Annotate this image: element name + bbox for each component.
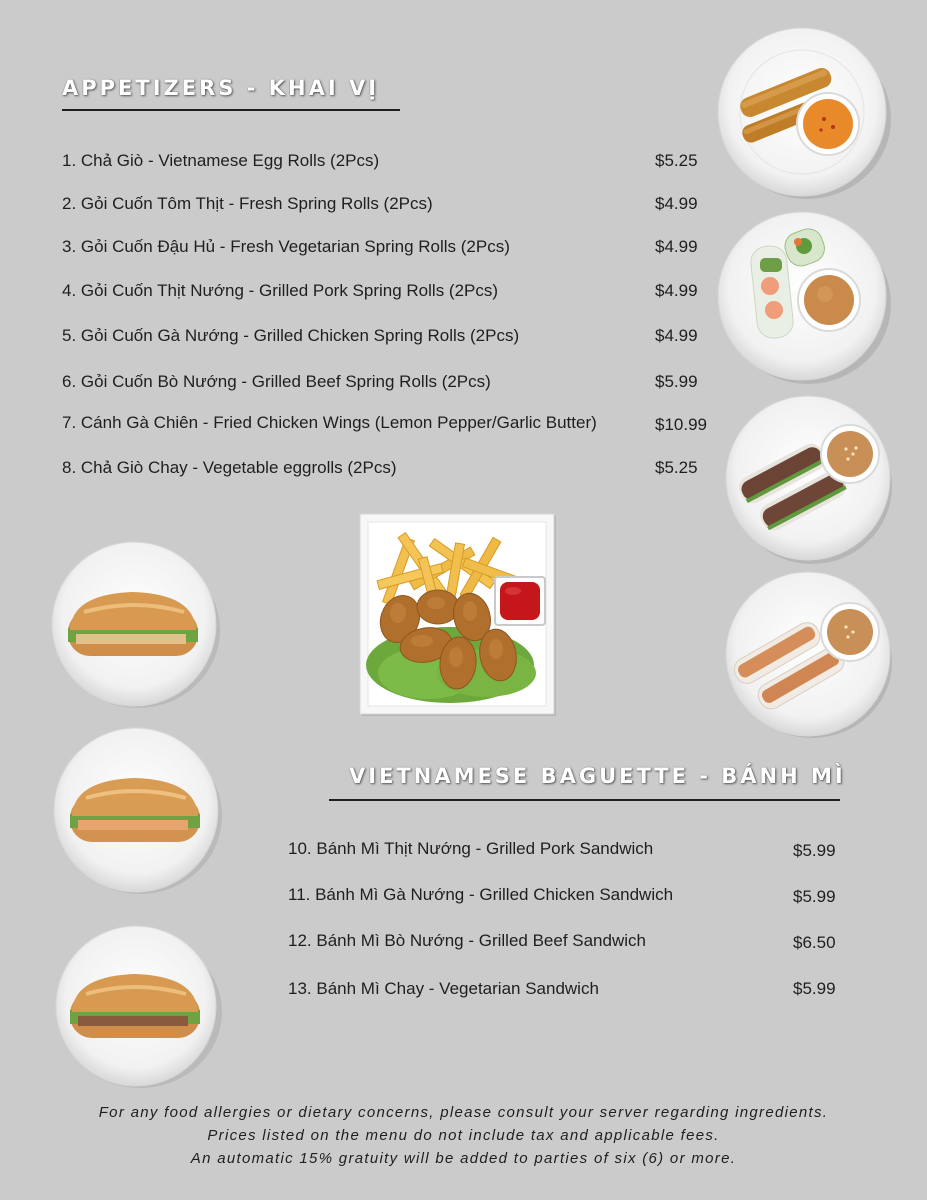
menu-item-price: $5.99: [655, 372, 698, 391]
menu-item-price: $10.99: [655, 415, 707, 434]
egg-rolls-plate-image: [712, 24, 896, 202]
menu-item-name: 2. Gỏi Cuốn Tôm Thịt - Fresh Spring Rolls (2Pcs): [62, 194, 433, 213]
menu-item-price: $6.50: [793, 933, 836, 952]
menu-item-name: 3. Gỏi Cuốn Đậu Hủ - Fresh Vegetarian Spring Rolls (2Pcs): [62, 237, 510, 256]
menu-item-name: 6. Gỏi Cuốn Bò Nướng - Grilled Beef Spring Rolls (2Pcs): [62, 372, 491, 391]
menu-item-price: $5.25: [655, 151, 698, 170]
banh-mi-title-underline: [329, 799, 840, 801]
menu-item-name: 12. Bánh Mì Bò Nướng - Grilled Beef Sandwich: [288, 931, 646, 950]
menu-item-price: $4.99: [655, 237, 698, 256]
banh-mi-plate-image: [50, 924, 228, 1092]
menu-item-name: 11. Bánh Mì Gà Nướng - Grilled Chicken Sandwich: [288, 885, 674, 904]
menu-item-price: $4.99: [655, 326, 698, 345]
banh-mi-title: VIETNAMESE BAGUETTE - BÁNH MÌ: [349, 764, 846, 788]
chicken-wings-plate-image: [358, 513, 558, 719]
grilled-beef-rolls-plate-image: [722, 394, 898, 568]
gratuity-notice: An automatic 15% gratuity will be added to parties of six (6) or more.: [190, 1150, 737, 1167]
menu-item-name: 4. Gỏi Cuốn Thịt Nướng - Grilled Pork Spring Rolls (2Pcs): [62, 281, 499, 300]
menu-item-name: 7. Cánh Gà Chiên - Fried Chicken Wings (Lemon Pepper/Garlic Butter): [62, 413, 597, 432]
allergy-notice: For any food allergies or dietary concerns, please consult your server regarding ingredients.: [98, 1104, 829, 1121]
banh-mi-plate-image: [48, 540, 226, 712]
tax-notice: Prices listed on the menu do not include tax and applicable fees.: [207, 1127, 720, 1144]
menu-item-price: $5.99: [793, 841, 836, 860]
menu-item-price: $4.99: [655, 281, 698, 300]
appetizers-title-underline: [62, 109, 400, 111]
grilled-pork-rolls-plate-image: [720, 570, 898, 742]
menu-item-name: 13. Bánh Mì Chay - Vegetarian Sandwich: [288, 979, 599, 998]
menu-item-name: 8. Chả Giò Chay - Vegetable eggrolls (2Pcs): [62, 458, 397, 477]
menu-item-name: 5. Gỏi Cuốn Gà Nướng - Grilled Chicken Spring Rolls (2Pcs): [62, 326, 520, 345]
appetizers-title: APPETIZERS - KHAI VỊ: [62, 76, 380, 100]
menu-item-name: 10. Bánh Mì Thịt Nướng - Grilled Pork Sandwich: [288, 839, 654, 858]
banh-mi-plate-image: [50, 726, 228, 898]
menu-item-price: $5.99: [793, 979, 836, 998]
menu-item-price: $5.99: [793, 887, 836, 906]
menu-item-price: $5.25: [655, 458, 698, 477]
fresh-spring-rolls-plate-image: [714, 208, 896, 388]
menu-item-price: $4.99: [655, 194, 698, 213]
footer-notes: [0, 1101, 927, 1170]
menu-item-name: 1. Chả Giò - Vietnamese Egg Rolls (2Pcs): [62, 151, 380, 170]
